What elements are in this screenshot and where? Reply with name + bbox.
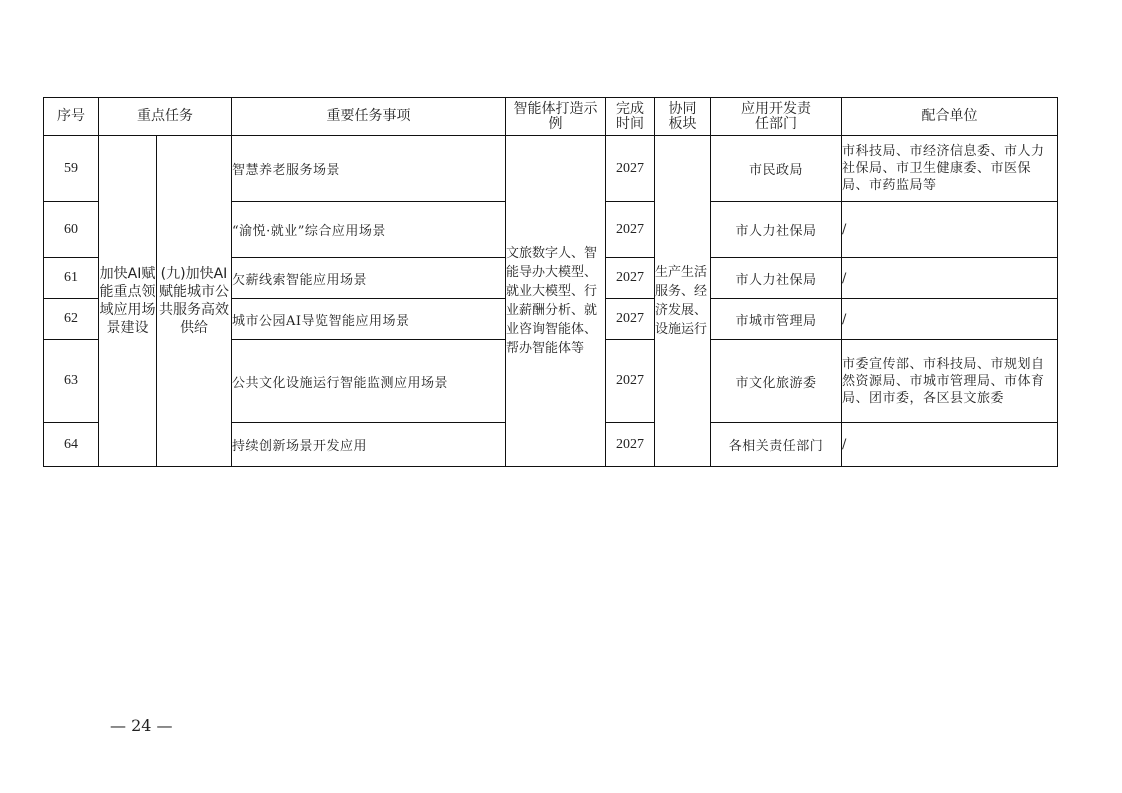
task-item: 城市公园AI导览智能应用场景: [232, 299, 506, 340]
header-agent-example: 智能体打造示例: [506, 98, 606, 136]
table-row: [44, 136, 1058, 202]
task-item: 欠薪线索智能应用场景: [232, 258, 506, 299]
responsible-dept: 市城市管理局: [711, 299, 842, 340]
agent-example: 文旅数字人、智能导办大模型、就业大模型、行业薪酬分析、就业咨询智能体、帮办智能体等: [506, 136, 606, 467]
deadline-year: 2027: [606, 202, 655, 258]
task-item: 公共文化设施运行智能监测应用场景: [232, 340, 506, 423]
cooperating-units: /: [842, 258, 1058, 299]
header-key-task: 重点任务: [99, 98, 232, 136]
deadline-year: 2027: [606, 423, 655, 467]
header-cooperation: 配合单位: [842, 98, 1058, 136]
category-main: 加快AI赋能重点领域应用场景建设: [99, 136, 157, 467]
task-item: 智慧养老服务场景: [232, 136, 506, 202]
deadline-year: 2027: [606, 340, 655, 423]
task-table: [43, 97, 1058, 467]
cooperating-units: /: [842, 202, 1058, 258]
responsible-dept: 市民政局: [711, 136, 842, 202]
header-dept: 应用开发责任部门: [711, 98, 842, 136]
cooperating-units: /: [842, 299, 1058, 340]
responsible-dept: 各相关责任部门: [711, 423, 842, 467]
header-deadline: 完成时间: [606, 98, 655, 136]
responsible-dept: 市人力社保局: [711, 202, 842, 258]
cooperating-units: 市委宣传部、市科技局、市规划自然资源局、市城市管理局、市体育局、团市委，各区县文旅委: [842, 340, 1058, 423]
row-no: 59: [44, 136, 99, 202]
row-no: 63: [44, 340, 99, 423]
table-header-row: [44, 98, 1058, 136]
sector: 生产生活服务、经济发展、设施运行: [655, 136, 711, 467]
row-no: 61: [44, 258, 99, 299]
header-no: 序号: [44, 98, 99, 136]
responsible-dept: 市人力社保局: [711, 258, 842, 299]
task-item: 持续创新场景开发应用: [232, 423, 506, 467]
row-no: 64: [44, 423, 99, 467]
task-item: “渝悦·就业”综合应用场景: [232, 202, 506, 258]
responsible-dept: 市文化旅游委: [711, 340, 842, 423]
row-no: 60: [44, 202, 99, 258]
row-no: 62: [44, 299, 99, 340]
deadline-year: 2027: [606, 258, 655, 299]
cooperating-units: /: [842, 423, 1058, 467]
deadline-year: 2027: [606, 299, 655, 340]
header-item: 重要任务事项: [232, 98, 506, 136]
deadline-year: 2027: [606, 136, 655, 202]
cooperating-units: 市科技局、市经济信息委、市人力社保局、市卫生健康委、市医保局、市药监局等: [842, 136, 1058, 202]
page-number: — 24 —: [110, 716, 173, 735]
header-sector: 协同板块: [655, 98, 711, 136]
category-sub: (九)加快AI赋能城市公共服务高效供给: [157, 136, 232, 467]
